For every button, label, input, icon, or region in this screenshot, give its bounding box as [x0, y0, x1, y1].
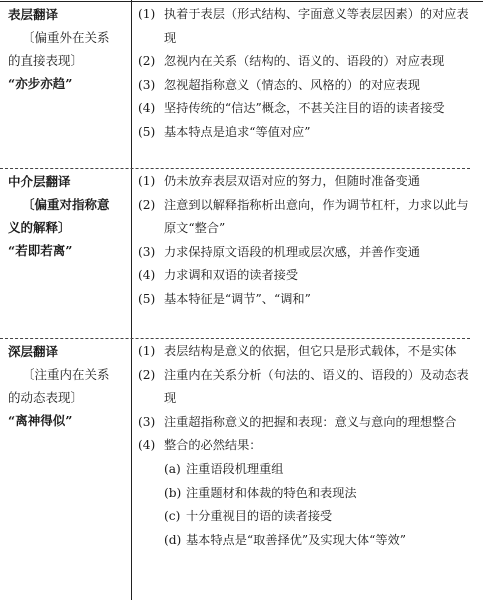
- item-text: 力求保持原文语段的机理或层次感，并善作变通: [164, 244, 420, 259]
- list-item: [138, 411, 476, 435]
- item-text: 整合的必然结果：: [164, 438, 262, 453]
- list-item: [138, 170, 476, 194]
- item-number: (5): [138, 124, 156, 139]
- list-item: [138, 97, 476, 121]
- list-item: [138, 50, 476, 74]
- item-number: (2): [138, 367, 156, 382]
- item-number: (3): [138, 244, 156, 259]
- item-number: (3): [138, 414, 156, 429]
- item-number: (4): [138, 438, 156, 453]
- sub-list-item: [138, 482, 476, 506]
- item-text: 注意到以解释指称析出意向，作为调节杠杆，力求以此与原文“整合”: [164, 197, 469, 236]
- row-label-cell: [8, 340, 126, 432]
- list-item: [138, 288, 476, 312]
- sub-item-letter: (a): [164, 461, 181, 476]
- item-text: 注重内在关系分析（句法的、语义的、语段的）及动态表现: [164, 367, 469, 406]
- item-number: (2): [138, 54, 156, 69]
- item-number: (5): [138, 291, 156, 306]
- item-text: 忽视超指称意义（情态的、风格的）的对应表现: [164, 77, 420, 92]
- row-note-line: [8, 193, 126, 216]
- row-note-line: [8, 216, 126, 239]
- list-item: [138, 194, 476, 241]
- item-number: (2): [138, 197, 156, 212]
- row-title: 表层翻译: [8, 7, 59, 22]
- row-motto: “离神得似”: [8, 413, 73, 428]
- sub-item-letter: (b): [164, 485, 182, 500]
- row-content-cell: [138, 170, 476, 312]
- item-text: 执着于表层（形式结构、字面意义等表层因素）的对应表现: [164, 7, 469, 45]
- list-item: [138, 3, 476, 50]
- sub-item-text: 基本特点是“取善择优”及实现大体“等效”: [186, 532, 406, 547]
- row-note-line: 的直接表现〕: [8, 53, 84, 68]
- top-rule: [0, 1, 483, 2]
- sub-list-item: [138, 529, 476, 553]
- row-title: 深层翻译: [8, 344, 59, 359]
- table-row-surface: [0, 3, 483, 168]
- list-item: [138, 241, 476, 265]
- item-text: 仍未放弃表层双语对应的努力，但随时准备变通: [164, 174, 420, 188]
- row-motto: “若即若离”: [8, 243, 73, 258]
- item-text: 力求调和双语的读者接受: [164, 268, 299, 283]
- sub-item-text: 十分重视目的语的读者接受: [186, 509, 333, 524]
- list-item: [138, 121, 476, 145]
- item-text: 基本特征是“调节”、“调和”: [164, 291, 311, 306]
- sub-list-item: [138, 505, 476, 529]
- item-text: 基本特点是追求“等值对应”: [164, 124, 311, 139]
- sub-item-letter: (d): [164, 532, 182, 547]
- list-item: [138, 74, 476, 98]
- table-row-deep: [0, 340, 483, 600]
- row-divider-1: [0, 168, 470, 169]
- item-number: (1): [138, 344, 156, 358]
- item-number: (1): [138, 7, 156, 21]
- item-number: (1): [138, 174, 156, 188]
- sub-item-text: 注重题材和体裁的特色和表现法: [186, 485, 357, 500]
- sub-item-letter: (c): [164, 509, 181, 524]
- item-number: (4): [138, 268, 156, 283]
- row-content-cell: [138, 3, 476, 145]
- sub-item-text: 注重语段机理重组: [186, 461, 284, 476]
- row-note-line: 〔偏重外在关系: [22, 30, 110, 45]
- list-item: [138, 434, 476, 458]
- item-number: (4): [138, 101, 156, 116]
- row-label-cell: [8, 3, 126, 95]
- row-note-text: 〔偏重对指称意: [22, 197, 110, 212]
- list-item: [138, 340, 476, 364]
- list-item: [138, 264, 476, 288]
- row-note-line: 的动态表现〕: [8, 390, 84, 405]
- item-text: 坚持传统的“信达”概念，不甚关注目的语的读者接受: [164, 101, 445, 116]
- table-row-intermediate: [0, 170, 483, 338]
- row-content-cell: [138, 340, 476, 552]
- row-title: 中介层翻译: [8, 174, 71, 189]
- item-text: 表层结构是意义的依据，但它只是形式载体，不是实体: [164, 344, 457, 358]
- item-text: 忽视内在关系（结构的、语义的、语段的）对应表现: [164, 54, 445, 69]
- sub-list-item: [138, 458, 476, 482]
- item-number: (3): [138, 77, 156, 92]
- row-note-text: 义的解释〕: [8, 220, 71, 235]
- list-item: [138, 364, 476, 411]
- row-motto: “亦步亦趋”: [8, 76, 73, 91]
- item-text: 注重超指称意义的把握和表现：意义与意向的理想整合: [164, 414, 457, 429]
- row-label-cell: [8, 170, 126, 262]
- row-divider-2: [0, 338, 470, 339]
- row-note-line: 〔注重内在关系: [22, 367, 110, 382]
